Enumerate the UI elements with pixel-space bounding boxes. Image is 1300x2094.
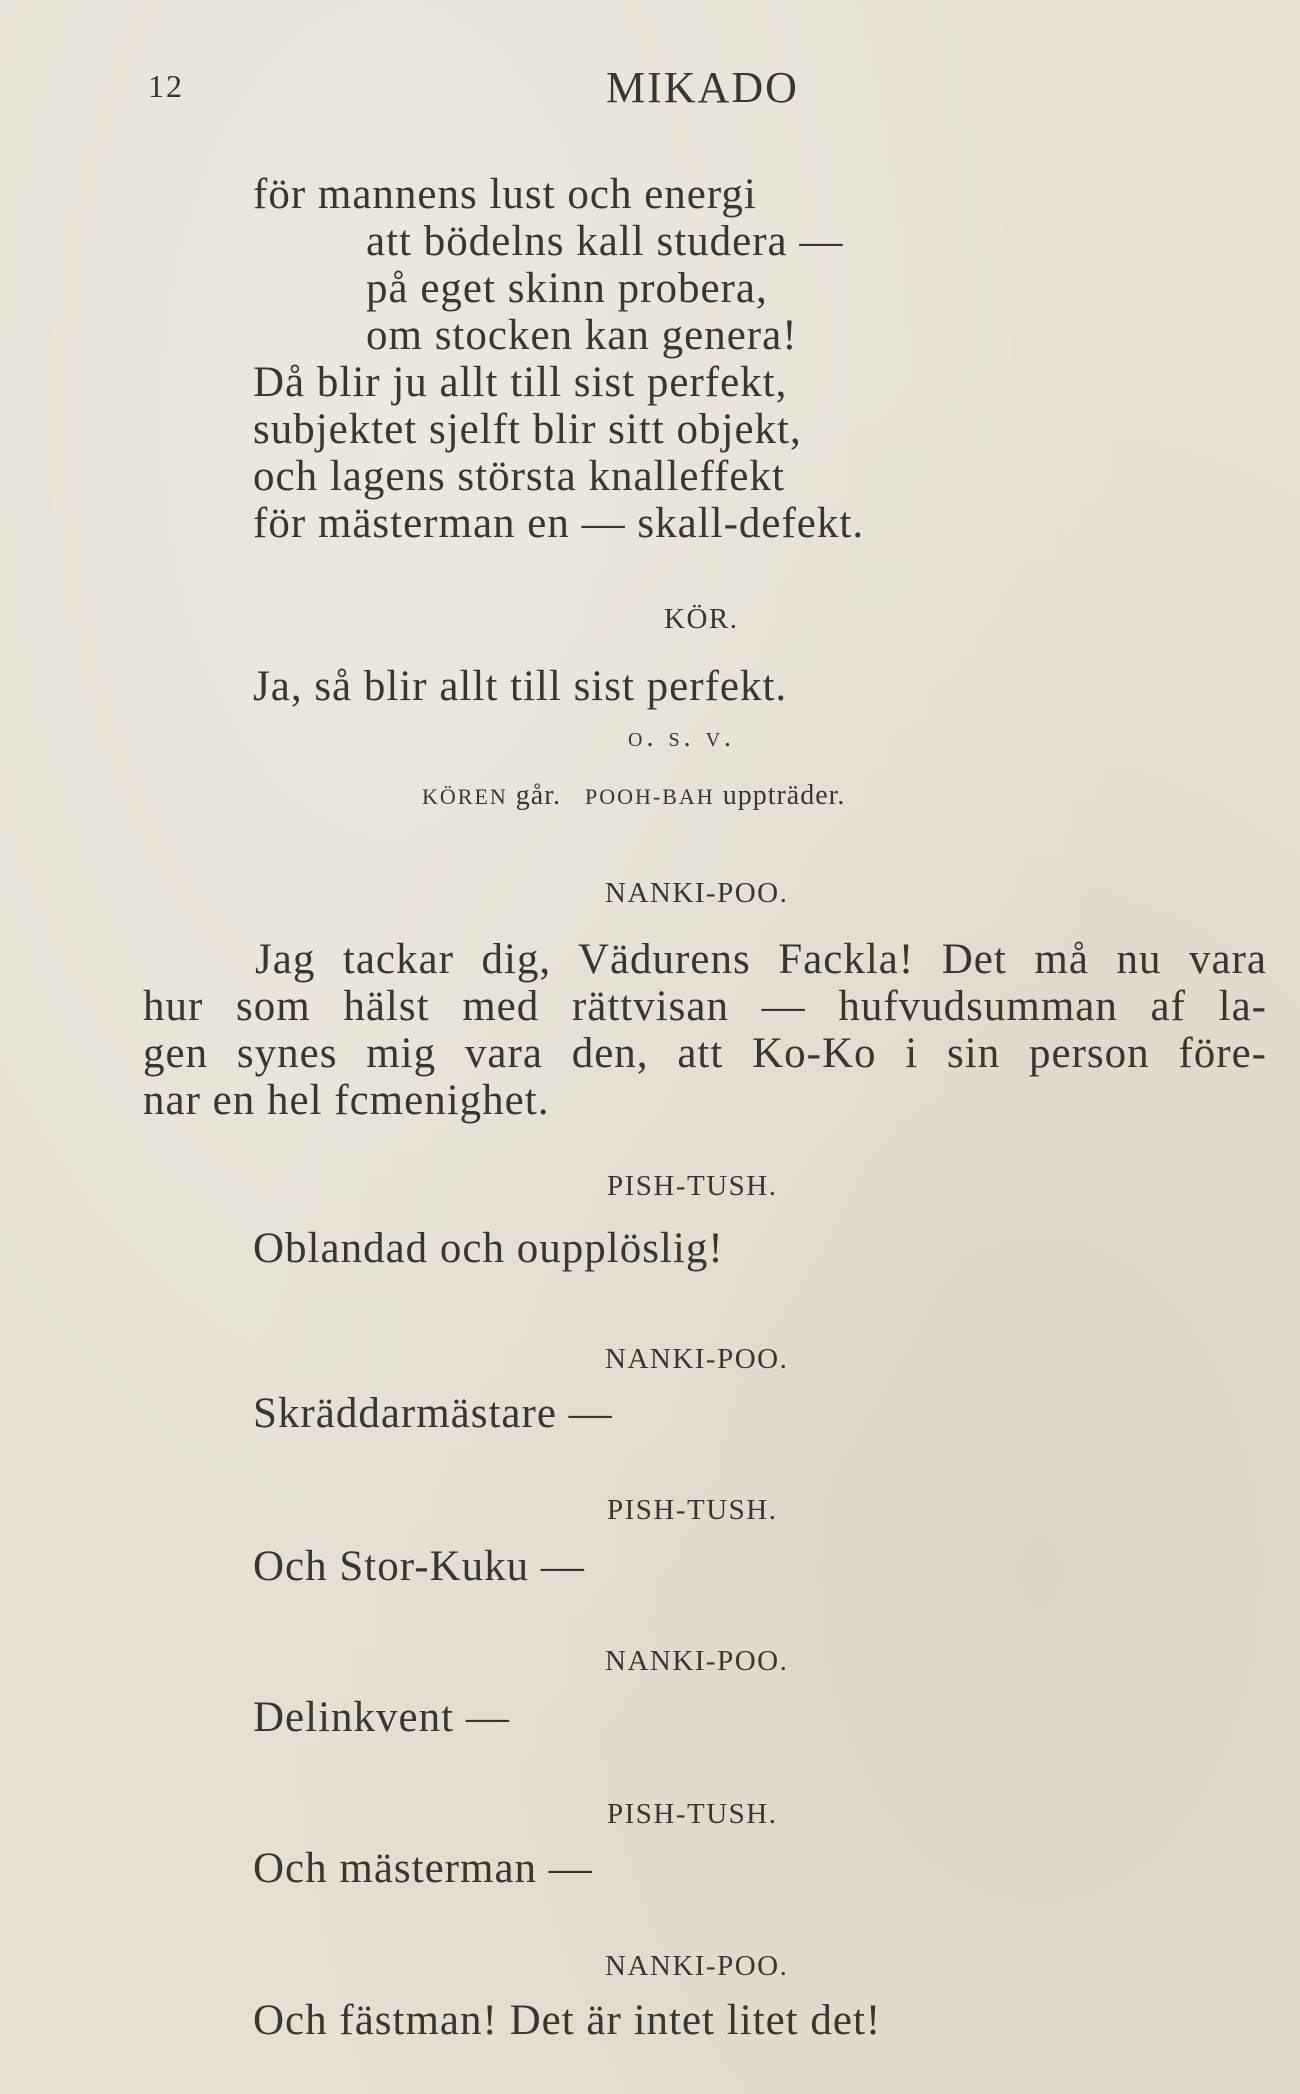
stage-direction (422, 780, 845, 812)
speaker-label: NANKI-POO. (605, 877, 789, 909)
prose-line: nar en hel fcmenighet. (143, 1077, 550, 1124)
speaker-label: KÖR. (664, 603, 739, 635)
verse-line: Då blir ju allt till sist perfekt, (253, 359, 788, 406)
verse-line: på eget skinn probera, (366, 265, 768, 312)
running-title: MIKADO (606, 63, 799, 112)
dialogue-line: Delinkvent — (253, 1694, 510, 1741)
dialogue-line: Skräddarmästare — (253, 1390, 613, 1437)
speaker-label: NANKI-POO. (605, 1343, 789, 1375)
speaker-label: NANKI-POO. (605, 1950, 789, 1982)
stage-direction-gar: går. (515, 780, 561, 811)
prose-line: gen synes mig vara den, att Ko-Ko i sin person före- (143, 1030, 1267, 1077)
verse-line: för mästerman en — skall-defekt. (253, 500, 865, 547)
prose-line: hur som hälst med rättvisan — hufvudsumman af la- (143, 983, 1267, 1030)
chorus-line: Ja, så blir allt till sist perfekt. (253, 663, 788, 710)
prose-paragraph (143, 936, 1267, 1124)
verse-line: om stocken kan genera! (366, 312, 798, 359)
dialogue-line: Och Stor-Kuku — (253, 1543, 585, 1590)
speaker-label: PISH-TUSH. (607, 1798, 778, 1830)
dialogue-line: Och fästman! Det är intet litet det! (253, 1997, 882, 2044)
dialogue-line: Oblandad och oupplöslig! (253, 1225, 724, 1272)
dialogue-line: Och mästerman — (253, 1845, 593, 1892)
speaker-label: NANKI-POO. (605, 1645, 789, 1677)
speaker-label: PISH-TUSH. (607, 1494, 778, 1526)
stage-direction-pooh-bah: POOH-BAH (585, 784, 715, 809)
verse-line: för mannens lust och energi (253, 171, 757, 218)
verse-line: att bödelns kall studera — (366, 218, 844, 265)
stage-direction-upptrader: uppträder. (722, 780, 846, 811)
speaker-label: PISH-TUSH. (607, 1170, 778, 1202)
prose-line: Jag tackar dig, Vädurens Fackla! Det må nu vara (255, 936, 1267, 983)
stage-direction-koren: KÖREN (422, 784, 508, 809)
page-number: 12 (148, 68, 184, 104)
verse-line: och lagens största knalleffekt (253, 453, 785, 500)
abbreviation: o. s. v. (628, 722, 736, 753)
verse-line: subjektet sjelft blir sitt objekt, (253, 406, 802, 453)
